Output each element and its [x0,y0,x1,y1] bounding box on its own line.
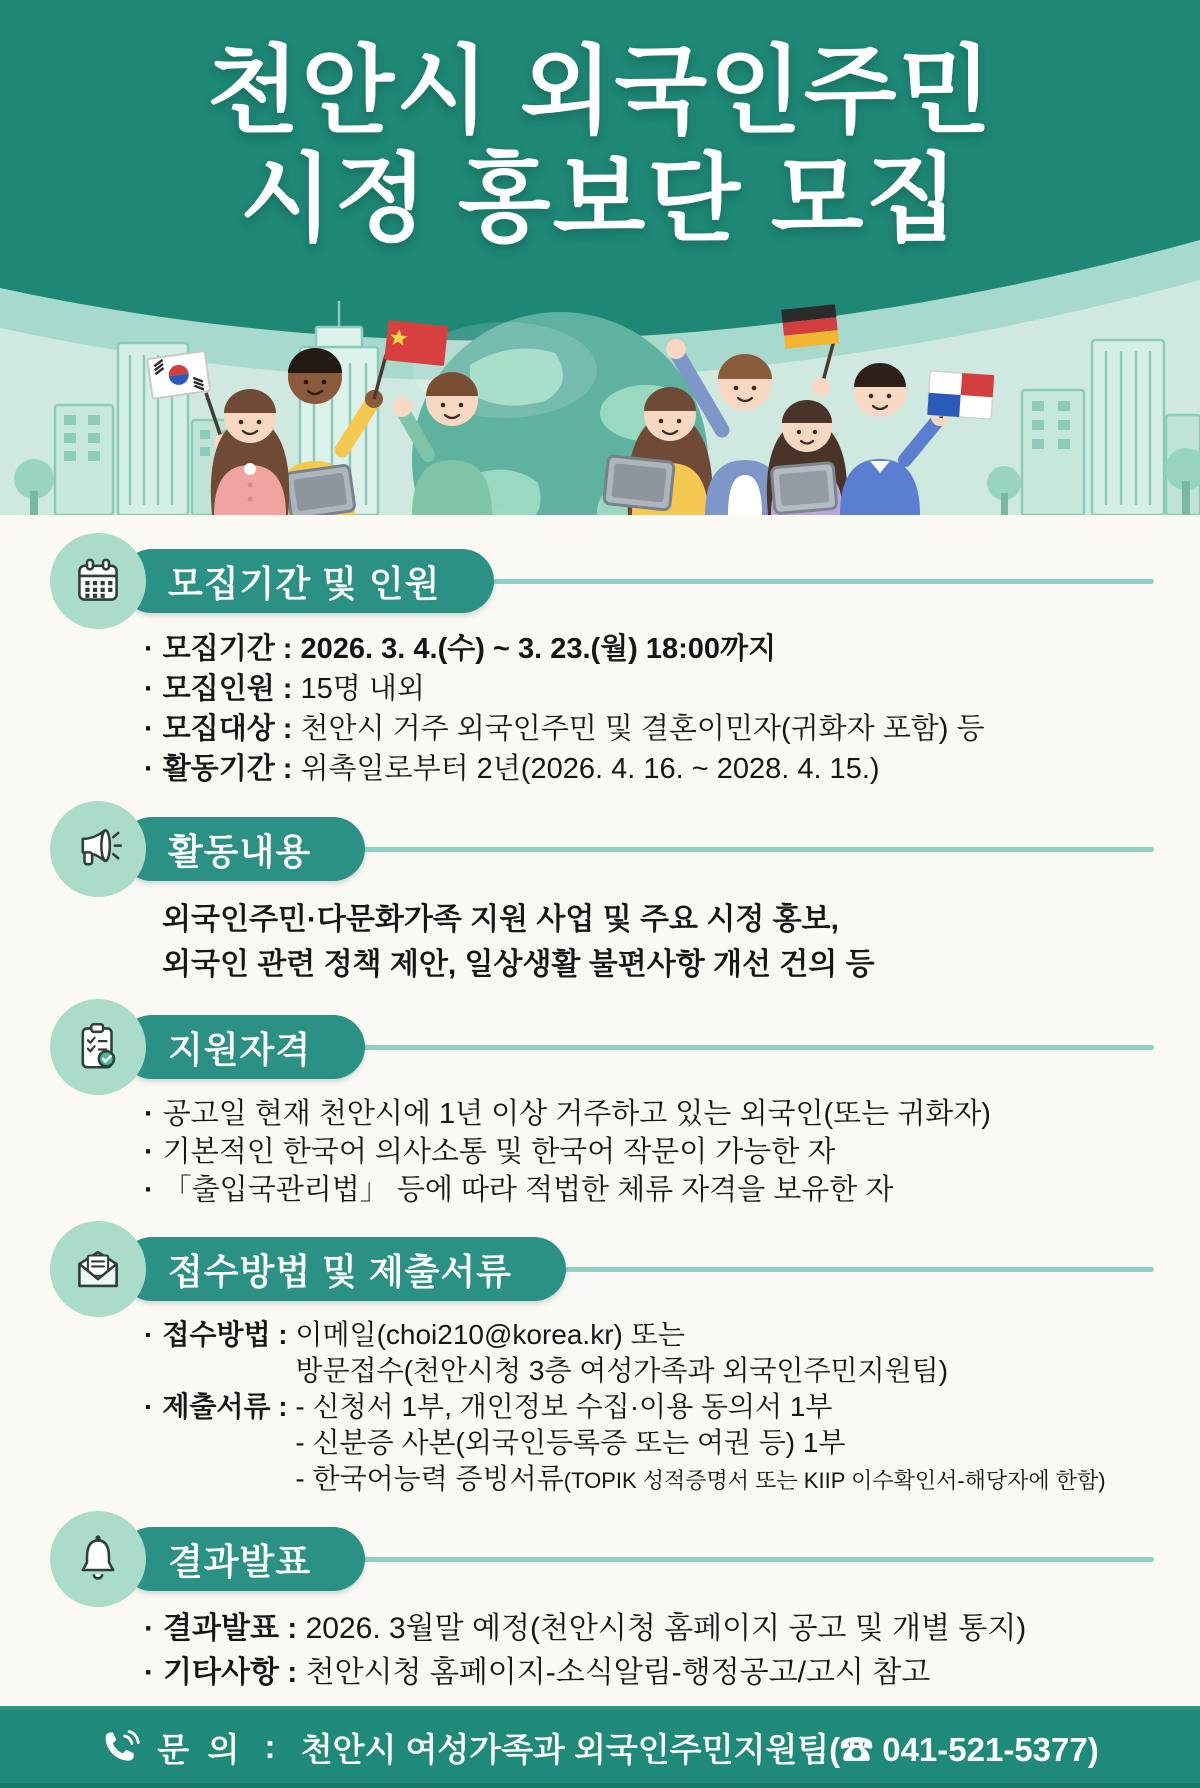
list-item: · 기본적인 한국어 의사소통 및 한국어 작문이 가능한 자 [144,1136,836,1168]
section-heading-pill [120,817,365,881]
tablet [771,462,837,513]
list-item: · 모집대상 : 천안시 거주 외국인주민 및 결혼이민자(귀화자 포함) 등 [144,713,985,745]
section-heading-pill [120,549,494,613]
section-heading-pill [120,1527,365,1591]
heading-underline [357,1557,1154,1562]
title-line-1: 천안시 외국인주민 [206,38,994,145]
apply-docs-line: - 신분증 사본(외국인등록증 또는 여권 등) 1부 [295,1427,846,1458]
apply-method-line: 이메일(choi210@korea.kr) 또는 [295,1319,685,1350]
contact-footer [0,1706,1200,1788]
tablet [285,465,355,515]
section-heading-pill [120,1015,365,1079]
section-heading: 지원자격 [168,1028,312,1070]
heading-underline [357,847,1154,852]
heading-underline [486,579,1154,584]
activity-line: 외국인주민·다문화가족 지원 사업 및 주요 시정 홍보, [162,903,839,936]
city-skyline-right [987,340,1200,515]
section-result [0,1511,1200,1695]
section-recruit-header [50,533,1154,629]
section-eligibility-header [50,999,1154,1095]
apply-method-row: · 접수방법 : 이메일(choi210@korea.kr) 또는 방문접수(천안시청 3층 여성가족과 외국인주민지원팀) [144,1317,1144,1389]
megaphone-icon [50,801,146,897]
person-blue-sweater-man [840,363,994,515]
list-item: · 활동기간 : 위촉일로부터 2년(2026. 4. 16. ~ 2028. 4. 15.) [144,753,880,785]
section-result-body [144,1607,1144,1695]
list-item: · 모집인원 : 15명 내외 [144,673,425,705]
section-activity [0,801,1200,987]
red-white-blue-flag [927,371,994,419]
list-item: · 결과발표 : 2026. 3월말 예정(천안시청 홈페이지 공고 및 개별 통지) [144,1612,1027,1645]
apply-docs-row: · 제출서류 : - 신청서 1부, 개인정보 수집·이용 동의서 1부 - 신분증 사본(외국인등록증 또는 여권 등) 1부 - 한국어능력 증빙서류(TOPIK 성적증명서 또는 KIIP 이수확인서-해당자에 한함) [144,1389,1144,1499]
section-heading: 결과발표 [168,1540,312,1582]
section-recruit [0,533,1200,789]
list-item: · 기타사항 : 천안시청 홈페이지-소식알림-행정공고/고시 참고 [144,1656,931,1689]
list-item: · 모집기간 : 2026. 3. 4.(수) ~ 3. 23.(월) 18:00까지 [144,633,777,665]
hero [0,0,1200,515]
envelope-icon [50,1221,146,1317]
heading-underline [357,1045,1154,1050]
apply-docs-line: - 한국어능력 증빙서류(TOPIK 성적증명서 또는 KIIP 이수확인서-해당자에 한함) [295,1463,1106,1494]
contact-label: 문 의 [157,1730,240,1768]
south-korea-flag [147,351,210,399]
section-apply-body [144,1317,1144,1499]
list-item: · 공고일 현재 천안시에 1년 이상 거주하고 있는 외국인(또는 귀화자) [144,1098,991,1130]
section-heading-pill [120,1237,566,1301]
section-heading: 모집기간 및 인원 [168,562,441,604]
section-apply [0,1221,1200,1499]
section-result-header [50,1511,1154,1607]
section-heading: 활동내용 [168,830,312,872]
section-apply-header [50,1221,1154,1317]
page-title [0,38,1200,255]
person-purple-woman [767,400,847,515]
calendar-icon [50,533,146,629]
title-line-2: 시정 홍보단 모집 [239,146,961,254]
section-recruit-body [144,629,1144,789]
apply-docs-line: - 신청서 1부, 개인정보 수집·이용 동의서 1부 [295,1391,833,1422]
contact-colon: : [255,1728,285,1765]
apply-method-line: 방문접수(천안시청 3층 여성가족과 외국인주민지원팀) [295,1355,949,1386]
section-activity-body [144,897,1144,987]
tablet [604,456,675,511]
contact-value: 천안시 여성가족과 외국인주민지원팀(☎ 041-521-5377) [300,1730,1099,1768]
hero-illustration [0,255,1200,515]
clipboard-check-icon [50,999,146,1095]
content [0,515,1200,1695]
section-heading: 접수방법 및 제출서류 [168,1250,512,1292]
section-eligibility-body [144,1095,1144,1209]
list-item: · 「출입국관리법」 등에 따라 적법한 체류 자격을 보유한 자 [144,1174,894,1206]
germany-flag [781,304,839,396]
heading-underline [558,1267,1154,1272]
china-flag [384,320,448,366]
section-activity-header [50,801,1154,897]
phone-icon [101,1728,141,1766]
activity-line: 외국인 관련 정책 제안, 일상생활 불편사항 개선 건의 등 [162,948,875,981]
bell-icon [50,1511,146,1607]
section-eligibility [0,999,1200,1209]
